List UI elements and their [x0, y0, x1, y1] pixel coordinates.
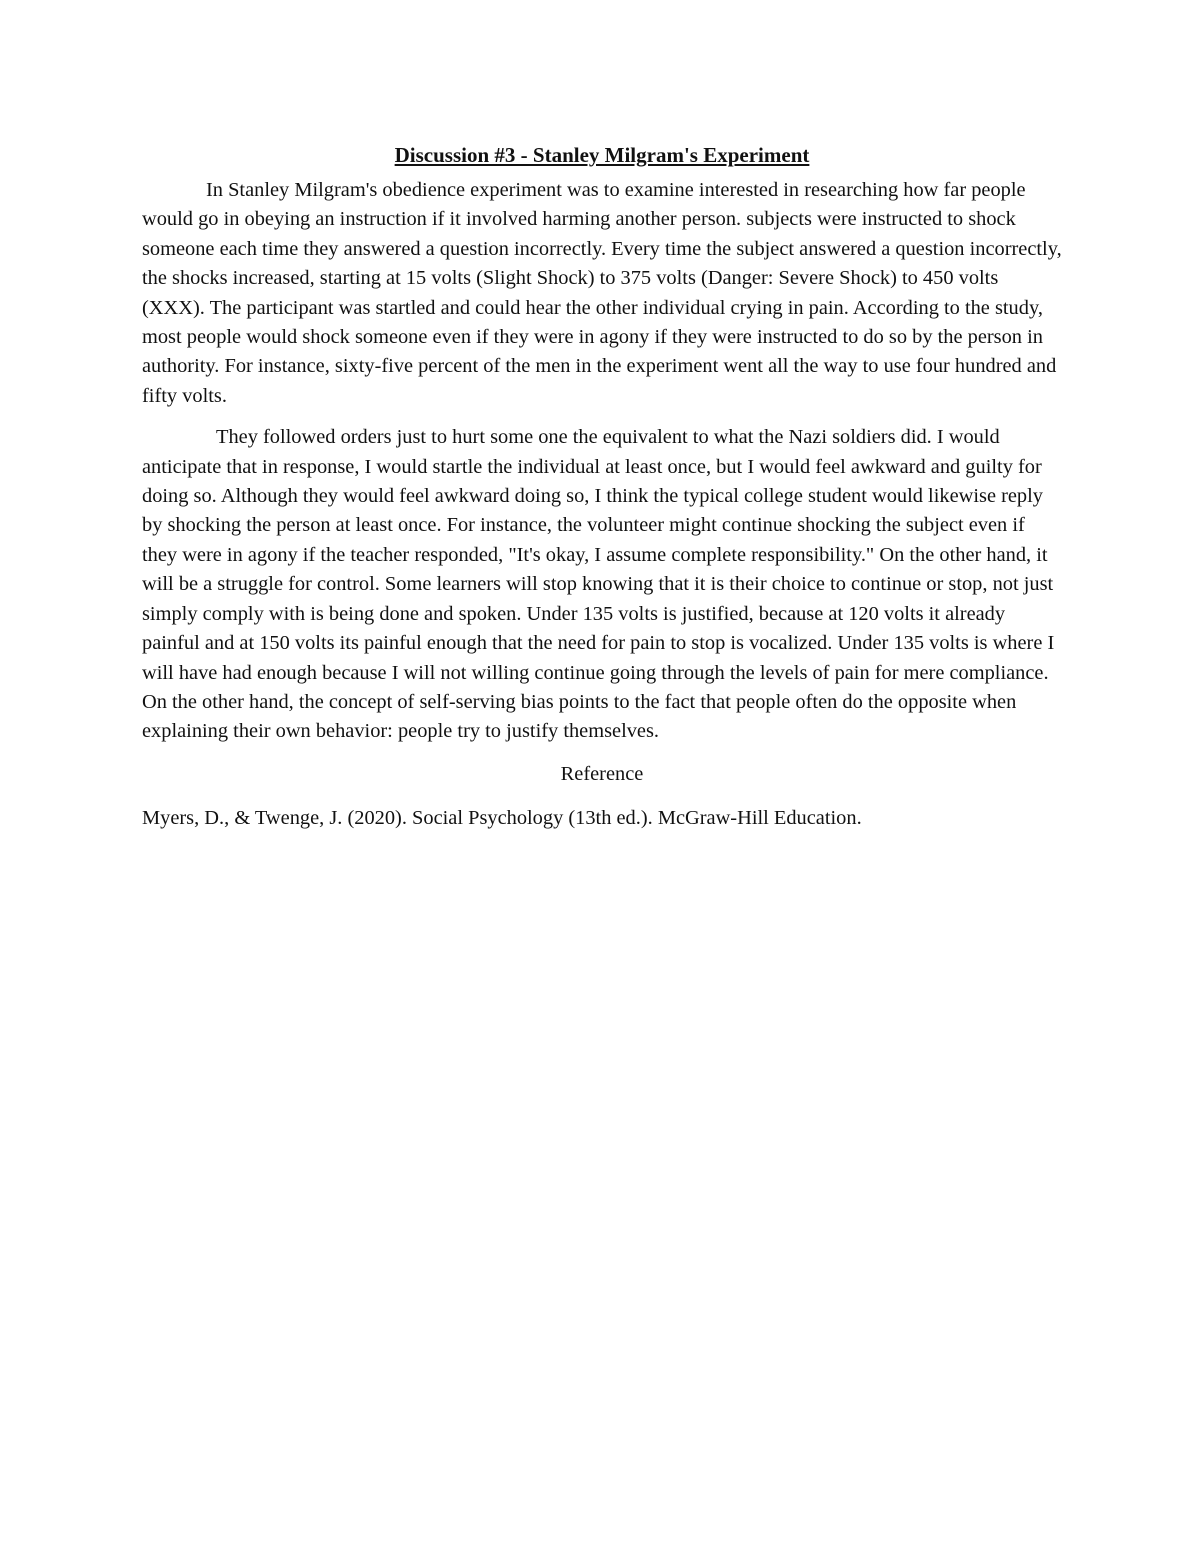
paragraph-1: In Stanley Milgram's obedience experiment was to examine interested in researching how far people would go in obeying an instruction if it involved harming another person. subjects were instructed to shock someone each time they answered a question incorrectly. Every time the subject answered a question incorrectly, the shocks increased, starting at 15 volts (Slight Shock) to 375 volts (Danger: Severe Shock) to 450 volts (XXX). The participant was startled and could hear the other individual crying in pain. According to the study, most people would shock someone even if they were in agony if they were instructed to do so by the person in authority. For instance, sixty-five percent of the men in the experiment went all the way to use four hundred and fifty volts. [142, 179, 1062, 407]
paragraph-2: They followed orders just to hurt some one the equivalent to what the Nazi soldiers did. I would anticipate that in response, I would startle the individual at least once, but I would feel awkward and guilty for doing so. Although they would feel awkward doing so, I think the typical college student would likewise reply by shocking the person at least once. For instance, the volunteer might continue shocking the subject even if they were in agony if the teacher responded, "It's okay, I assume complete responsibility." On the other hand, it will be a struggle for control. Some learners will stop knowing that it is their choice to continue or stop, not just simply comply with is being done and spoken. Under 135 volts is justified, because at 120 volts it already painful and at 150 volts its painful enough that the need for pain to stop is vocalized. Under 135 volts is where I will have had enough because I will not willing continue going through the levels of pain for mere compliance. On the other hand, the concept of self-serving bias points to the fact that people often do the opposite when explaining their own behavior: people try to justify themselves. [142, 426, 1055, 743]
document-body [142, 140, 1062, 833]
reference-heading: Reference [560, 762, 644, 785]
document-title: Discussion #3 - Stanley Milgram's Experiment [394, 143, 810, 167]
reference-entry: Myers, D., & Twenge, J. (2020). Social Psychology (13th ed.). McGraw-Hill Education. [142, 806, 862, 829]
